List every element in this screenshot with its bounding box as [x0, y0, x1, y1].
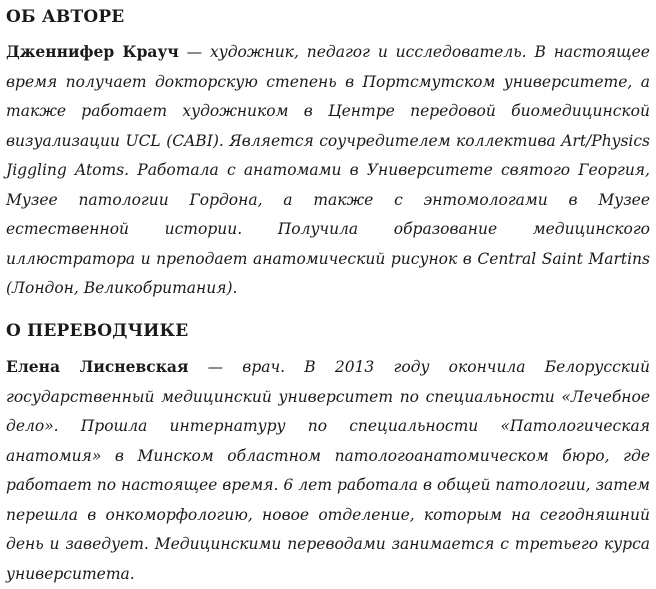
translator-section-title: О ПЕРЕВОДЧИКЕ	[6, 321, 189, 341]
translator-name: Елена Лисневская	[6, 357, 189, 376]
author-paragraph	[6, 37, 650, 304]
author-section-title: ОБ АВТОРЕ	[6, 7, 125, 27]
translator-bio-text: — врач. В 2013 году окончила Белорусский государственный медицинский университет по специальности «Лечебное дело». Прошла интернатуру по специальности «Патологическая анатомия» в Минском областном патологоанатомическом бюро, где работает по настоящее время. 6 лет работала в общей патологии, затем перешла в онкоморфологию, новое отделение, которым на сегодняшний день и заведует. Медицинскими переводами занимается с третьего курса университета.	[6, 358, 650, 583]
author-name: Дженнифер Крауч	[6, 42, 179, 61]
translator-paragraph	[6, 352, 650, 589]
author-bio-text: — художник, педагог и исследователь. В настоящее время получает докторскую степень в Портсмутском университете, а также работает художником в Центре передовой биомедицинской визуализации UCL (CABI). Является соучредителем коллектива Art/Physics Jiggling Atoms. Работала с анатомами в Университете святого Георгия, Музее патологии Гордона, а также с энтомологами в Музее естественной истории. Получила образование медицинского иллюстратора и преподает анатомический рисунок в Central Saint Martins (Лондон, Великобритания).	[6, 43, 650, 297]
